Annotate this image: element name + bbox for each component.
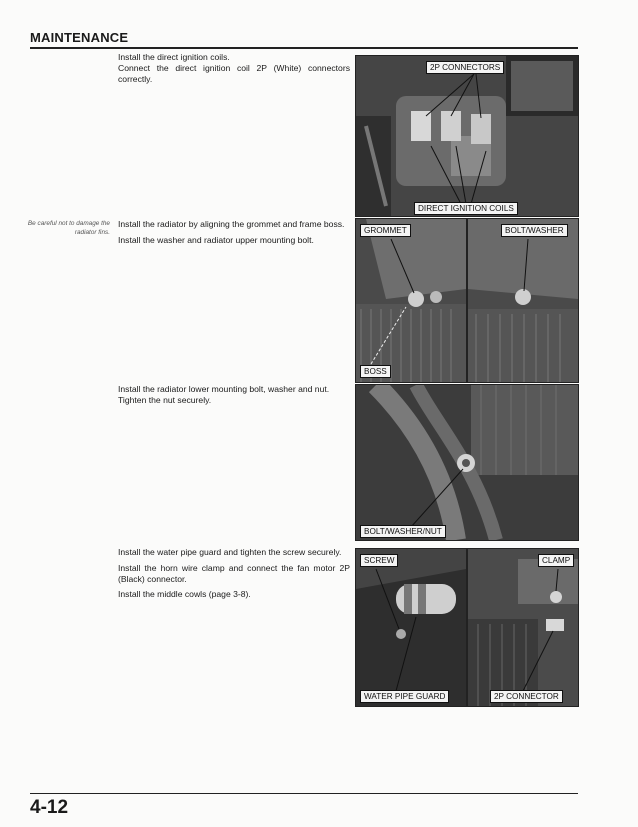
step-1-line-1: Install the direct ignition coils. [118, 52, 230, 62]
lower-mount-photo [355, 384, 579, 541]
callout-bolt-washer-nut: BOLT/WASHER/NUT [360, 525, 446, 538]
grommet-boss-photo [355, 218, 467, 383]
step-3-line-2: Tighten the nut securely. [118, 394, 212, 405]
callout-2p-connectors: 2P CONNECTORS [426, 61, 504, 74]
callout-water-pipe-guard: WATER PIPE GUARD [360, 690, 449, 703]
step-4-text [118, 547, 350, 605]
bolt-washer-photo [467, 218, 579, 383]
step-3-text [118, 384, 350, 411]
step-4-line-3: Install the middle cowls (page 3-8). [118, 589, 251, 600]
callout-screw: SCREW [360, 554, 398, 567]
header-rule [30, 47, 578, 49]
callout-clamp: CLAMP [538, 554, 574, 567]
clamp-connector-illustration [468, 549, 578, 706]
callout-bolt-washer: BOLT/WASHER [501, 224, 568, 237]
clamp-connector-photo [467, 548, 579, 707]
callout-boss: BOSS [360, 365, 391, 378]
step-4-line-1: Install the water pipe guard and tighten the screw securely. [118, 547, 342, 557]
section-title: MAINTENANCE [30, 30, 129, 45]
ignition-coils-illustration [356, 56, 578, 216]
footer-rule [30, 793, 578, 794]
lower-mount-illustration [356, 385, 578, 540]
callout-2p-connector: 2P CONNECTOR [490, 690, 563, 703]
bolt-washer-illustration [468, 219, 578, 382]
step-1-text [118, 52, 350, 89]
water-pipe-guard-illustration [356, 549, 466, 706]
step-2-line-1: Install the radiator by aligning the grommet and frame boss. [118, 219, 345, 229]
ignition-coils-photo [355, 55, 579, 217]
callout-grommet: GROMMET [360, 224, 411, 237]
step-2-text [118, 219, 350, 251]
caution-note: Be careful not to damage the radiator fins. [27, 220, 110, 236]
callout-direct-ignition-coils: DIRECT IGNITION COILS [414, 202, 518, 215]
page-number: 4-12 [30, 797, 69, 818]
step-3-line-1: Install the radiator lower mounting bolt, washer and nut. [118, 384, 330, 394]
step-1-line-2: Connect the direct ignition coil 2P (White) connectors correctly. [118, 62, 350, 84]
step-4-line-2: Install the horn wire clamp and connect the fan motor 2P (Black) connector. [118, 562, 350, 584]
water-pipe-guard-photo [355, 548, 467, 707]
grommet-illustration [356, 219, 466, 382]
step-2-line-2: Install the washer and radiator upper mounting bolt. [118, 234, 314, 245]
